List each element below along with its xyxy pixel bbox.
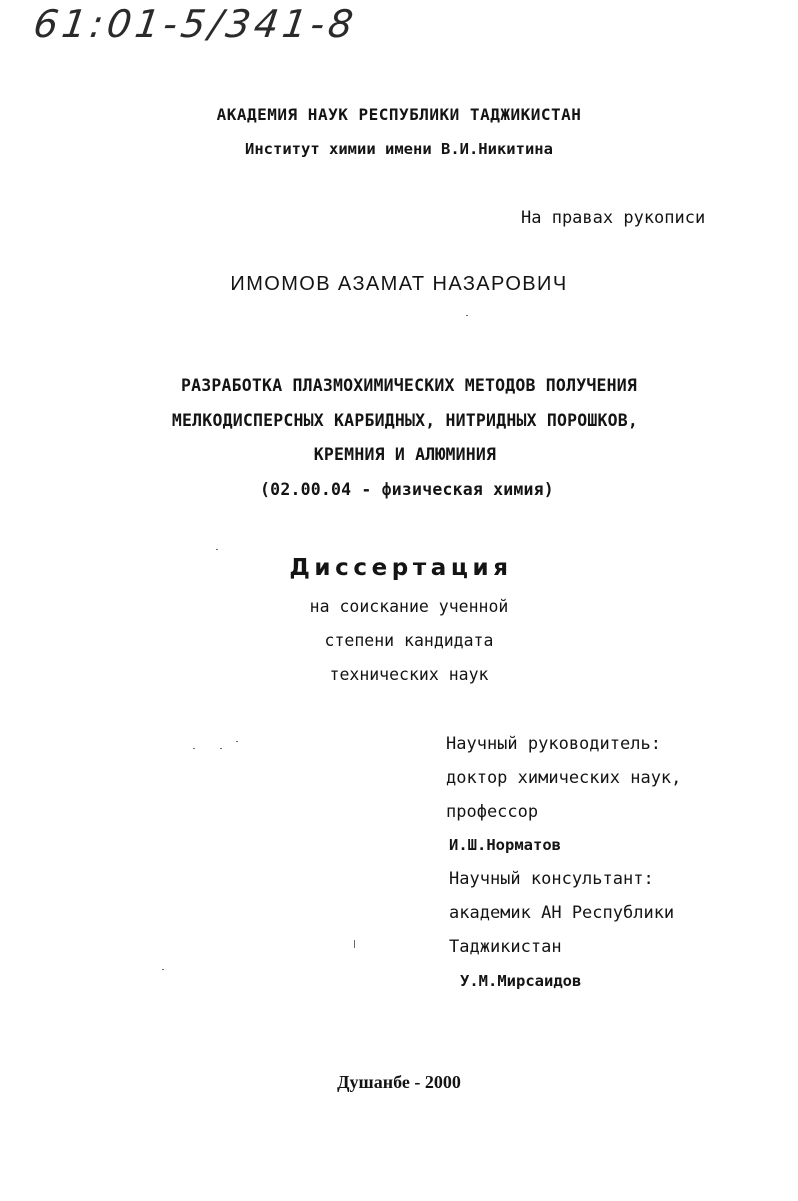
scan-speck <box>236 741 238 742</box>
title-line-2: МЕЛКОДИСПЕРСНЫХ КАРБИДНЫХ, НИТРИДНЫХ ПОРОШКОВ, <box>171 411 639 430</box>
title-line-1: РАЗРАБОТКА ПЛАЗМОХИМИЧЕСКИХ МЕТОДОВ ПОЛУЧЕНИЯ <box>180 376 638 395</box>
scan-speck <box>162 969 164 970</box>
advisor-label: Научный руководитель: <box>446 734 661 754</box>
degree-line-3: технических наук <box>329 665 489 684</box>
archive-code: 61:01-5/341-8 <box>30 2 360 46</box>
scan-speck <box>466 315 468 316</box>
advisor-title-2: профессор <box>446 802 539 822</box>
scan-speck <box>216 549 218 550</box>
degree-line-1: на соискание ученной <box>309 597 509 616</box>
manuscript-rights: На правах рукописи <box>521 208 706 228</box>
consultant-title-1: академик АН Республики <box>449 903 675 923</box>
specialty-code: (02.00.04 - физическая химия) <box>260 480 554 499</box>
scan-speck <box>193 748 195 749</box>
scan-speck <box>220 748 222 749</box>
scan-speck <box>354 940 355 948</box>
author-name: ИМОМОВ АЗАМАТ НАЗАРОВИЧ <box>230 273 568 295</box>
consultant-title-2: Таджикистан <box>449 937 562 957</box>
city-year: Душанбе - 2000 <box>337 1072 461 1092</box>
academy-name: АКАДЕМИЯ НАУК РЕСПУБЛИКИ ТАДЖИКИСТАН <box>216 105 582 124</box>
degree-line-2: степени кандидата <box>324 631 494 650</box>
institute-name: Институт химии имени В.И.Никитина <box>245 140 553 158</box>
consultant-label: Научный консультант: <box>449 869 654 889</box>
consultant-name: У.М.Мирсаидов <box>460 972 582 990</box>
document-type: Диссертация <box>289 555 513 581</box>
advisor-title-1: доктор химических наук, <box>446 768 682 788</box>
advisor-name: И.Ш.Норматов <box>449 836 561 854</box>
title-line-3: КРЕМНИЯ И АЛЮМИНИЯ <box>313 445 497 464</box>
